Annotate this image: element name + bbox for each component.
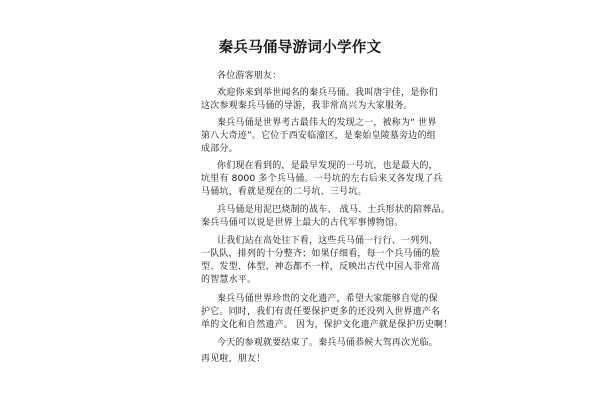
body-line: 欢迎你来到举世闻名的秦兵马俑。我叫唐宇佳，是你们 [217,88,438,98]
body-line: 的智慧水平。 [201,275,257,285]
body-line: 兵马俑是用泥巴烧制的战车、 战马、士兵形状的陪葬品。 [217,205,451,215]
body-line: 第八大奇迹”。它位于西安临潼区，是秦始皇陵墓旁边的组 [201,131,436,141]
body-line: 秦兵马俑可以说是世界上最大的古代军事博物馆。 [201,218,404,228]
body-line: 秦兵马俑是世界考古最伟大的发现之一，被称为“ 世界 [217,118,437,128]
body-line: 单的文化和自然遗产。 因为，保护文化遗产就是保护历史啊！ [201,320,453,330]
body-line: 成部分。 [201,144,238,154]
body-line: 让我们站在高处往下看，这些兵马俑一行行、一列列、 [217,236,438,246]
body-line: 秦兵马俑世界珍贵的文化遗产，希望大家能够自觉的保 [217,294,438,304]
body-line: 马俑坑，看就是现在的二号坑、三号坑。 [201,187,367,197]
body-line: 再见啦，朋友！ [201,354,266,364]
body-line: 这次参观秦兵马俑的导游，我非常高兴为大家服务。 [201,101,413,111]
document-title: 秦兵马俑导游词小学作文 [218,40,382,56]
greeting-line: 各位游客朋友： [217,71,282,81]
body-line: 你们现在看到的，是最早发现的一号坑，也是最大的， [217,161,438,171]
body-line: 护它。同时，我们有责任要保护更多的还没列入世界遗产名 [201,307,441,317]
body-line: 坑里有 8000 多个兵马俑。一号坑的左右后来又各发现了兵 [201,174,443,184]
body-line: 一队队，排列的十分整齐；如果仔细看，每一个兵马俑的脸 [201,249,441,259]
body-line: 今天的参观就要结束了。秦兵马俑恭候大驾再次光临。 [217,338,438,348]
body-line: 型、发型、体型、神态都不一样，反映出古代中国人非常高 [201,262,441,272]
